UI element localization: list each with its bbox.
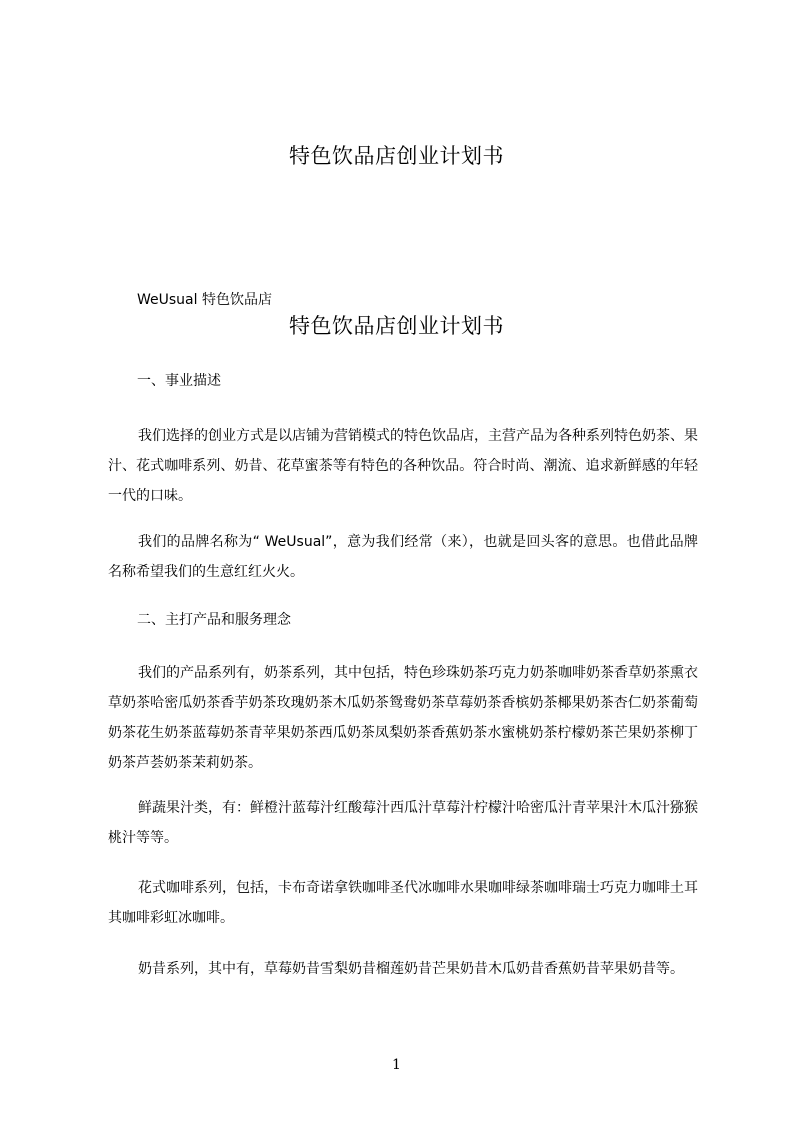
shop-name: WeUsual 特色饮品店: [137, 292, 272, 308]
paragraph-juice-series: 鲜蔬果汁类，有：鲜橙汁蓝莓汁红酸莓汁西瓜汁草莓汁柠檬汁哈密瓜汁青苹果汁木瓜汁猕猴桃汁等等。: [108, 800, 698, 846]
section-heading-business-description: 一、事业描述: [137, 373, 221, 389]
paragraph-milk-tea-series: 我们的产品系列有，奶茶系列，其中包括，特色珍珠奶茶巧克力奶茶咖啡奶茶香草奶茶熏衣草奶茶哈密瓜奶茶香芋奶茶玫瑰奶茶木瓜奶茶鸳鸯奶茶草莓奶茶香槟奶茶椰果奶茶杏仁奶茶葡萄奶茶花生奶茶蓝莓奶茶青苹果奶茶西瓜奶茶凤梨奶茶香蕉奶茶水蜜桃奶茶柠檬奶茶芒果奶茶柳丁奶茶芦荟奶茶茉莉奶茶。: [108, 665, 698, 771]
paragraph-milkshake-series: 奶昔系列，其中有，草莓奶昔雪梨奶昔榴莲奶昔芒果奶昔木瓜奶昔香蕉奶昔苹果奶昔等。: [138, 961, 684, 977]
paragraph-coffee-series: 花式咖啡系列，包括，卡布奇诺拿铁咖啡圣代冰咖啡水果咖啡绿茶咖啡瑞士巧克力咖啡土耳其咖啡彩虹冰咖啡。: [108, 880, 698, 926]
paragraph-brand-name: 我们的品牌名称为“ WeUsual”，意为我们经常（来），也就是回头客的意思。也借此品牌名称希望我们的生意红红火火。: [108, 534, 698, 580]
plan-title: 特色饮品店创业计划书: [289, 314, 504, 338]
paragraph-business-model: 我们选择的创业方式是以店铺为营销模式的特色饮品店，主营产品为各种系列特色奶茶、果汁、花式咖啡系列、奶昔、花草蜜茶等有特色的各种饮品。符合时尚、潮流、追求新鲜感的年轻一代的口味。: [108, 428, 698, 504]
page-number: 1: [392, 1057, 401, 1073]
section-heading-products-service: 二、主打产品和服务理念: [137, 612, 291, 628]
document-title: 特色饮品店创业计划书: [289, 144, 504, 168]
